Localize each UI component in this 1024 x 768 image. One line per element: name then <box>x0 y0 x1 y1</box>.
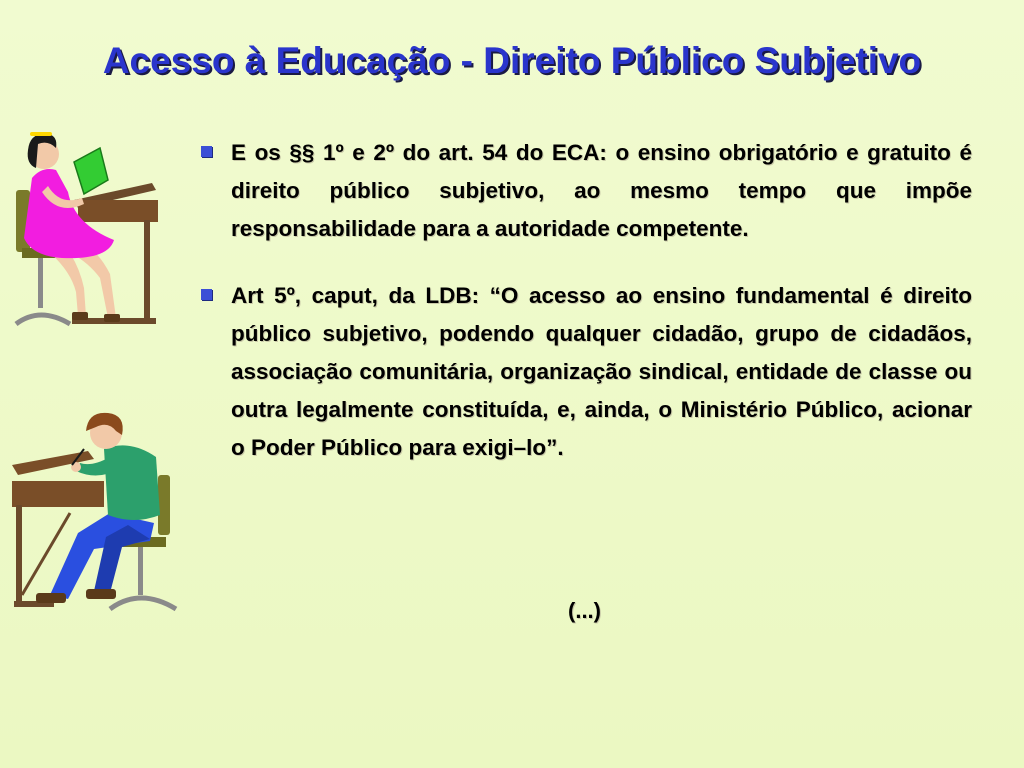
bullet-square-icon <box>201 289 212 300</box>
bullet-text: Art 5º, caput, da LDB: “O acesso ao ensino fundamental é direito público subjetivo, podendo qualquer cidadão, grupo de cidadãos, associação comunitária, organização sindical, entidade de classe ou outra legalmente constituída, e, ainda, o Ministério Público, acionar o Poder Público para exigi–lo”. <box>231 283 972 460</box>
boy-writing-at-desk-icon <box>10 405 180 615</box>
bullet-list <box>198 134 972 496</box>
list-item <box>198 277 972 467</box>
list-item <box>198 134 972 248</box>
continuation-marker: (...) <box>568 598 601 623</box>
slide-title: Acesso à Educação - Direito Público Subjetivo <box>102 40 922 81</box>
bullet-text: E os §§ 1º e 2º do art. 54 do ECA: o ensino obrigatório e gratuito é direito público subjetivo, ao mesmo tempo que impõe responsabilidade para a autoridade competente. <box>231 140 972 241</box>
girl-reading-at-desk-icon <box>12 128 162 328</box>
bullet-square-icon <box>201 146 212 157</box>
